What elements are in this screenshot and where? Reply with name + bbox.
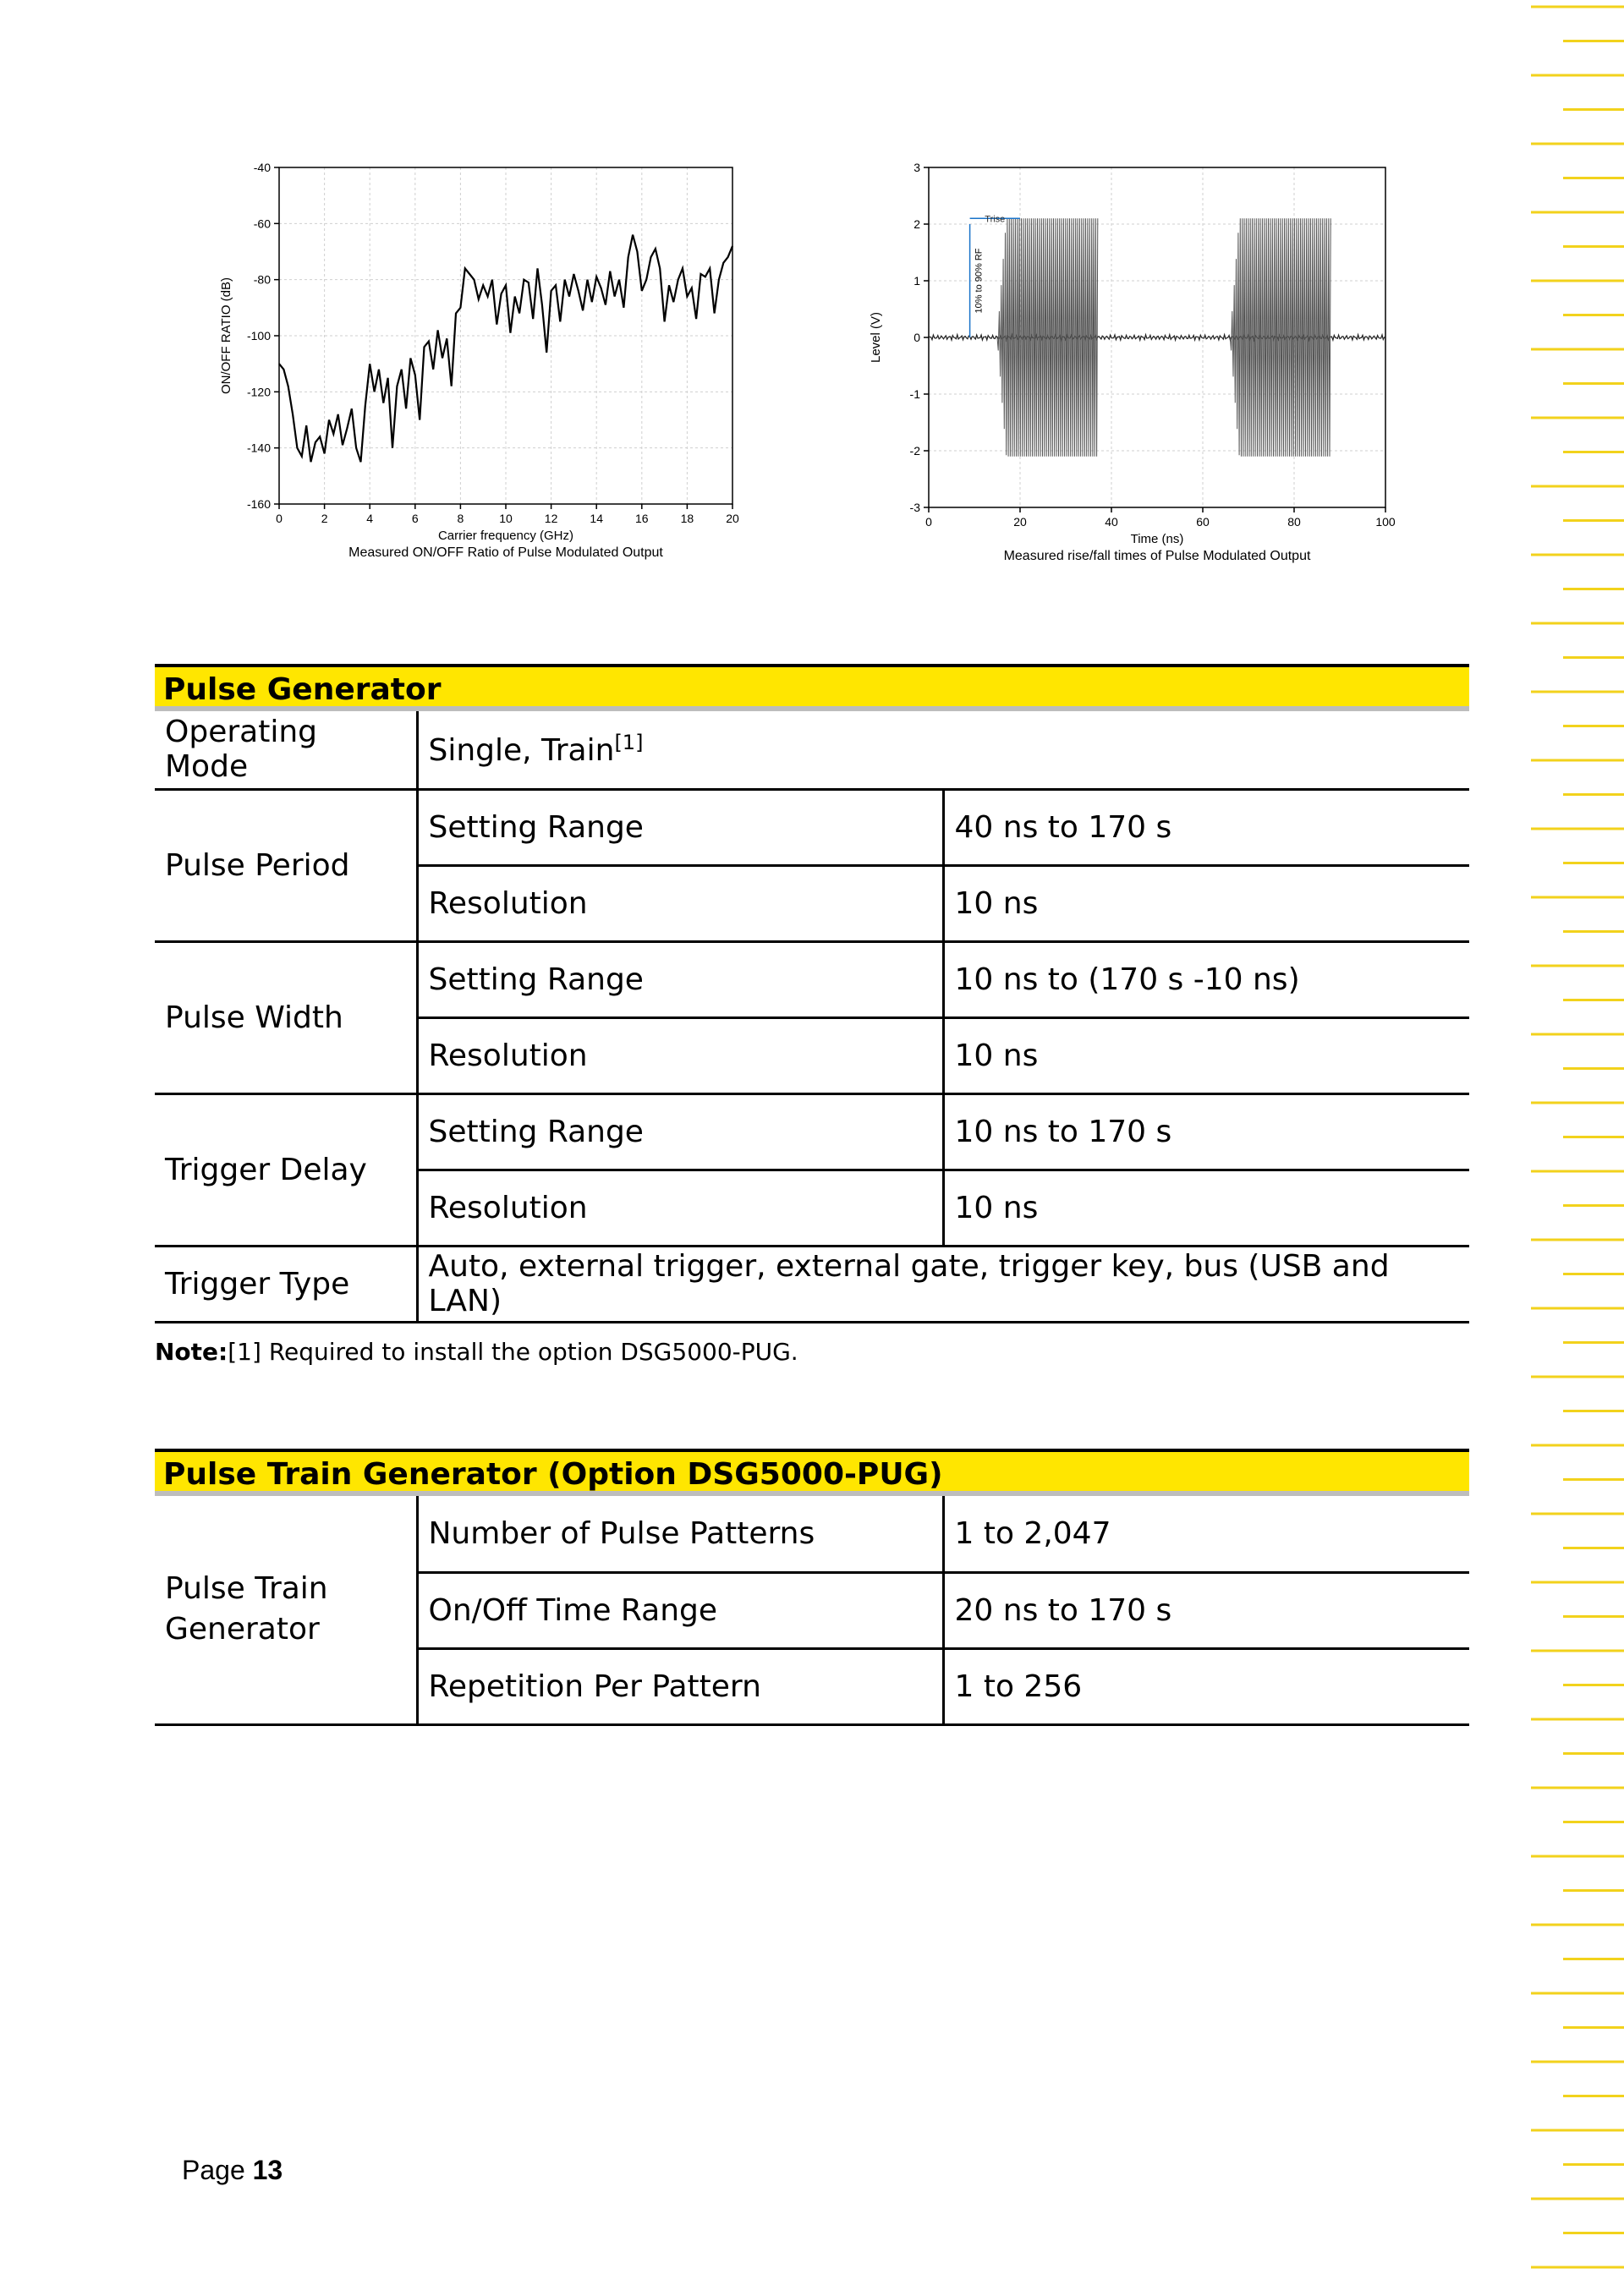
pulse-width-resolution-label: Resolution [417, 1017, 943, 1093]
trigger-delay-setting-range-value: 10 ns to 170 s [943, 1093, 1469, 1170]
footnote-text: [1] Required to install the option DSG5000-PUG. [228, 1338, 798, 1366]
pulse-period-setting-range-value: 40 ns to 170 s [943, 789, 1469, 865]
trise-label: Trise [985, 214, 1006, 225]
x-tick-label: 20 [1013, 515, 1027, 529]
pulse-width-label: Pulse Width [155, 941, 417, 1093]
x-tick-label: 10 [499, 512, 513, 525]
x-tick-label: 100 [1375, 515, 1396, 529]
x-tick-label: 6 [411, 512, 419, 525]
x-tick-label: 40 [1105, 515, 1118, 529]
y-tick-label: -60 [253, 216, 271, 231]
pulse-patterns-label: Number of Pulse Patterns [417, 1496, 943, 1572]
trigger-delay-resolution-label: Resolution [417, 1170, 943, 1246]
x-tick-label: 0 [925, 515, 932, 529]
pulse-period-label: Pulse Period [155, 789, 417, 941]
x-tick-label: 12 [544, 512, 558, 525]
trigger-delay-resolution-value: 10 ns [943, 1170, 1469, 1246]
decorative-stripes [1522, 0, 1624, 2296]
x-tick-label: 4 [366, 512, 374, 525]
y-tick-label: -160 [246, 497, 271, 511]
pulse-period-resolution-value: 10 ns [943, 865, 1469, 941]
y-tick-label: 0 [914, 331, 920, 344]
y-tick-label: -3 [909, 501, 920, 514]
y-tick-label: 1 [914, 274, 920, 288]
onoff-ratio-svg [203, 152, 761, 575]
trigger-delay-label: Trigger Delay [155, 1093, 417, 1246]
onoff-time-range-value: 20 ns to 170 s [943, 1572, 1469, 1648]
y-tick-label: -80 [253, 272, 271, 287]
y-axis-label: ON/OFF RATIO (dB) [219, 277, 233, 395]
footnote [155, 1338, 798, 1366]
pulse-width-setting-range-label: Setting Range [417, 941, 943, 1017]
x-axis-label: Time (ns) [1130, 532, 1184, 546]
pulse-period-setting-range-label: Setting Range [417, 789, 943, 865]
table-row [155, 1496, 1469, 1572]
y-axis-label: Level (V) [869, 311, 883, 364]
x-tick-label: 8 [457, 512, 464, 525]
pulse-width-resolution-value: 10 ns [943, 1017, 1469, 1093]
onoff-time-range-label: On/Off Time Range [417, 1572, 943, 1648]
trigger-type-value: Auto, external trigger, external gate, trigger key, bus (USB and LAN) [417, 1246, 1469, 1322]
rise-fall-chart [863, 152, 1421, 575]
x-tick-label: 20 [726, 512, 739, 525]
pulse-train-label: Pulse Train Generator [155, 1496, 417, 1724]
table-row [155, 1093, 1469, 1170]
y-tick-label: -100 [246, 329, 271, 342]
y-tick-label: -120 [246, 385, 271, 399]
y-tick-label: 3 [914, 161, 920, 174]
x-tick-label: 2 [321, 512, 328, 525]
x-tick-label: 14 [590, 512, 603, 525]
y-tick-label: -40 [253, 161, 271, 174]
page-number: Page 13 [182, 2155, 283, 2185]
repetition-label: Repetition Per Pattern [417, 1648, 943, 1724]
table-row [155, 711, 1469, 789]
pulse-width-setting-range-value: 10 ns to (170 s -10 ns) [943, 941, 1469, 1017]
chart-title: Measured rise/fall times of Pulse Modulated Output [1003, 549, 1311, 563]
footnote-label: Note: [155, 1338, 228, 1366]
pulse-train-table [155, 1449, 1469, 1726]
table-row [155, 1246, 1469, 1322]
y-tick-label: 2 [914, 217, 920, 231]
y-tick-label: -1 [909, 387, 920, 401]
chart-title: Measured ON/OFF Ratio of Pulse Modulated Output [348, 545, 663, 560]
pulse-generator-table [155, 664, 1469, 1323]
pulse-period-resolution-label: Resolution [417, 865, 943, 941]
y-tick-label: -2 [909, 444, 920, 458]
operating-mode-label: Operating Mode [155, 711, 417, 789]
y-tick-label: -140 [246, 441, 271, 455]
operating-mode-value: Single, Train[1] [417, 711, 1469, 789]
x-tick-label: 0 [276, 512, 283, 525]
x-tick-label: 18 [680, 512, 694, 525]
pulse-generator-title: Pulse Generator [155, 666, 1469, 711]
trigger-type-label: Trigger Type [155, 1246, 417, 1322]
repetition-value: 1 to 256 [943, 1648, 1469, 1724]
pulse-train-title: Pulse Train Generator (Option DSG5000-PUG) [155, 1450, 1469, 1496]
rf-range-label: 10% to 90% RF [974, 248, 985, 314]
rise-fall-svg [863, 152, 1421, 575]
table-row [155, 941, 1469, 1017]
x-tick-label: 60 [1196, 515, 1210, 529]
trigger-delay-setting-range-label: Setting Range [417, 1093, 943, 1170]
x-tick-label: 16 [635, 512, 649, 525]
onoff-ratio-chart [203, 152, 761, 575]
pulse-patterns-value: 1 to 2,047 [943, 1496, 1469, 1572]
x-tick-label: 80 [1287, 515, 1301, 529]
x-axis-label: Carrier frequency (GHz) [437, 529, 574, 543]
table-row [155, 789, 1469, 865]
